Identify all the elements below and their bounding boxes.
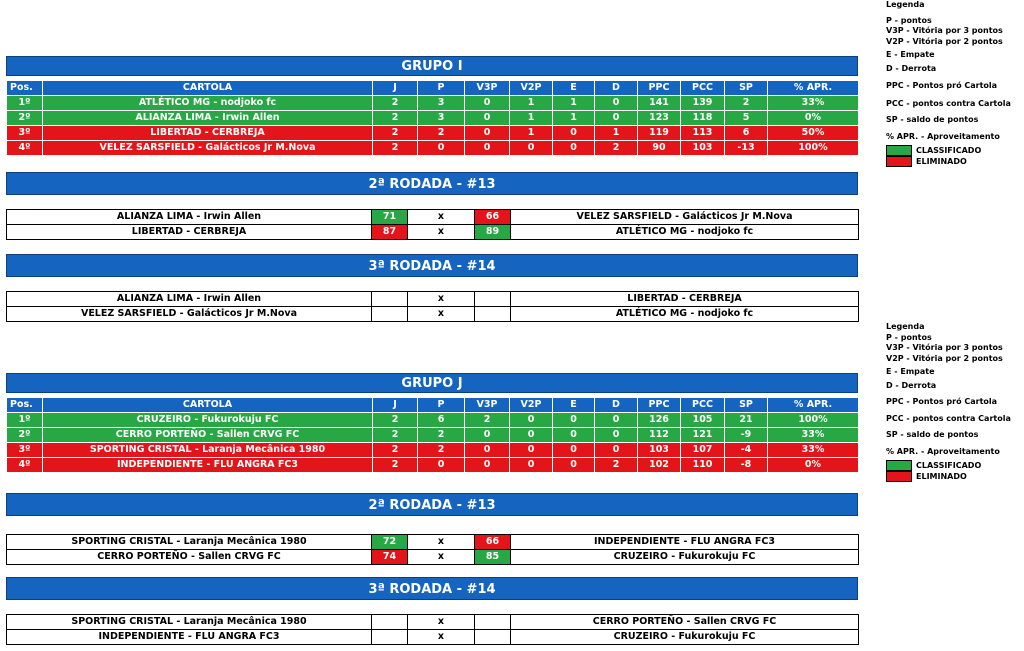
apr: 50% [768, 126, 859, 141]
legend-item: SP - saldo de pontos [886, 115, 979, 124]
away-score [475, 630, 511, 645]
e: 1 [553, 111, 595, 126]
pcc: 110 [681, 458, 725, 473]
table-row [7, 413, 859, 428]
match-row [7, 225, 859, 240]
home-team: VELEZ SARSFIELD - Galácticos Jr M.Nova [7, 307, 372, 322]
pos: 1º [7, 96, 43, 111]
col-e: E [553, 398, 595, 413]
eliminado-swatch [886, 471, 912, 482]
legend-item: PCC - pontos contra Cartola [886, 413, 1011, 423]
table-row [7, 141, 859, 156]
col-cartola: CARTOLA [43, 81, 373, 96]
v3p: 2 [465, 413, 510, 428]
d: 0 [595, 443, 638, 458]
home-team: ALIANZA LIMA - Irwin Allen [7, 210, 372, 225]
col-ppc: PPC [638, 398, 681, 413]
col-j: J [373, 398, 418, 413]
col-v3p: V3P [465, 398, 510, 413]
pcc: 113 [681, 126, 725, 141]
d: 2 [595, 141, 638, 156]
sp: 2 [725, 96, 768, 111]
j: 2 [373, 126, 418, 141]
home-team: CERRO PORTEÑO - Sallen CRVG FC [7, 550, 372, 565]
ppc: 141 [638, 96, 681, 111]
col-v3p: V3P [465, 81, 510, 96]
col-pcc: PCC [681, 81, 725, 96]
home-score [372, 630, 408, 645]
ppc: 90 [638, 141, 681, 156]
ppc: 119 [638, 126, 681, 141]
legend-item: E - Empate [886, 367, 935, 376]
matches-table [6, 614, 859, 645]
standings-table [6, 80, 859, 156]
legend-item: D - Derrota [886, 380, 937, 390]
d: 0 [595, 111, 638, 126]
col-pos: Pos. [7, 398, 43, 413]
j: 2 [373, 413, 418, 428]
home-team: INDEPENDIENTE - FLU ANGRA FC3 [7, 630, 372, 645]
pos: 4º [7, 141, 43, 156]
legend-item: PCC - pontos contra Cartola [886, 98, 1011, 108]
round-title: 2ª RODADA - #13 [6, 172, 858, 195]
pcc: 103 [681, 141, 725, 156]
legend-item: E - Empate [886, 50, 935, 59]
col-p: P [418, 81, 465, 96]
standings-header [7, 81, 859, 96]
round-title: 3ª RODADA - #14 [6, 254, 858, 277]
p: 2 [418, 443, 465, 458]
pcc: 118 [681, 111, 725, 126]
pcc: 105 [681, 413, 725, 428]
col-d: D [595, 81, 638, 96]
match-row [7, 630, 859, 645]
legend-item: P - pontos [886, 332, 932, 342]
away-score [475, 307, 511, 322]
v3p: 0 [465, 458, 510, 473]
j: 2 [373, 443, 418, 458]
e: 0 [553, 141, 595, 156]
sp: 21 [725, 413, 768, 428]
legend-eliminado: ELIMINADO [916, 157, 967, 166]
table-row [7, 443, 859, 458]
round-title: 3ª RODADA - #14 [6, 577, 858, 600]
round-title: 2ª RODADA - #13 [6, 493, 858, 516]
v3p: 0 [465, 111, 510, 126]
table-row [7, 126, 859, 141]
p: 2 [418, 428, 465, 443]
e: 0 [553, 428, 595, 443]
j: 2 [373, 111, 418, 126]
legend-item: % APR. - Aproveitamento [886, 446, 1000, 456]
home-team: SPORTING CRISTAL - Laranja Mecânica 1980 [7, 535, 372, 550]
versus: x [408, 307, 475, 322]
d: 0 [595, 428, 638, 443]
away-team: CRUZEIRO - Fukurokuju FC [511, 630, 859, 645]
home-team: ALIANZA LIMA - Irwin Allen [7, 292, 372, 307]
team: ALIANZA LIMA - Irwin Allen [43, 111, 373, 126]
sp: -13 [725, 141, 768, 156]
apr: 33% [768, 96, 859, 111]
legend-item: V3P - Vitória por 3 pontos [886, 26, 1003, 35]
matches-table [6, 291, 859, 322]
legend-item: D - Derrota [886, 63, 937, 73]
v2p: 0 [510, 141, 553, 156]
home-score: 71 [372, 210, 408, 225]
standings-header [7, 398, 859, 413]
d: 1 [595, 126, 638, 141]
ppc: 112 [638, 428, 681, 443]
d: 0 [595, 96, 638, 111]
v2p: 0 [510, 428, 553, 443]
col-p: P [418, 398, 465, 413]
legend-item: SP - saldo de pontos [886, 430, 979, 439]
away-score: 66 [475, 210, 511, 225]
pos: 4º [7, 458, 43, 473]
v3p: 0 [465, 428, 510, 443]
legend-panel [886, 322, 1011, 482]
team: CERRO PORTEÑO - Sallen CRVG FC [43, 428, 373, 443]
eliminado-swatch [886, 156, 912, 167]
e: 0 [553, 126, 595, 141]
classificado-swatch [886, 145, 912, 156]
d: 2 [595, 458, 638, 473]
j: 2 [373, 141, 418, 156]
sp: -4 [725, 443, 768, 458]
versus: x [408, 615, 475, 630]
group-title: GRUPO I [6, 56, 858, 76]
p: 0 [418, 141, 465, 156]
home-score: 72 [372, 535, 408, 550]
p: 3 [418, 96, 465, 111]
home-score [372, 292, 408, 307]
classificado-swatch [886, 460, 912, 471]
ppc: 126 [638, 413, 681, 428]
col-apr: % APR. [768, 81, 859, 96]
pos: 3º [7, 126, 43, 141]
away-score [475, 292, 511, 307]
apr: 0% [768, 111, 859, 126]
home-score [372, 615, 408, 630]
pos: 1º [7, 413, 43, 428]
v2p: 0 [510, 458, 553, 473]
table-row [7, 96, 859, 111]
p: 3 [418, 111, 465, 126]
team: INDEPENDIENTE - FLU ANGRA FC3 [43, 458, 373, 473]
p: 2 [418, 126, 465, 141]
away-score [475, 615, 511, 630]
versus: x [408, 292, 475, 307]
home-score: 87 [372, 225, 408, 240]
apr: 33% [768, 428, 859, 443]
col-e: E [553, 81, 595, 96]
j: 2 [373, 458, 418, 473]
col-v2p: V2P [510, 81, 553, 96]
pcc: 121 [681, 428, 725, 443]
sp: -8 [725, 458, 768, 473]
v2p: 1 [510, 96, 553, 111]
v2p: 0 [510, 443, 553, 458]
col-sp: SP [725, 81, 768, 96]
team: VELEZ SARSFIELD - Galácticos Jr M.Nova [43, 141, 373, 156]
table-row [7, 458, 859, 473]
team: SPORTING CRISTAL - Laranja Mecânica 1980 [43, 443, 373, 458]
match-row [7, 535, 859, 550]
legend-item: V2P - Vitória por 2 pontos [886, 36, 1003, 46]
away-team: ATLÉTICO MG - nodjoko fc [511, 307, 859, 322]
team: CRUZEIRO - Fukurokuju FC [43, 413, 373, 428]
apr: 100% [768, 413, 859, 428]
away-team: ATLÉTICO MG - nodjoko fc [511, 225, 859, 240]
pos: 3º [7, 443, 43, 458]
pos: 2º [7, 428, 43, 443]
p: 0 [418, 458, 465, 473]
v3p: 0 [465, 141, 510, 156]
table-row [7, 428, 859, 443]
match-row [7, 307, 859, 322]
v3p: 0 [465, 96, 510, 111]
away-score: 66 [475, 535, 511, 550]
versus: x [408, 550, 475, 565]
match-row [7, 615, 859, 630]
home-team: LIBERTAD - CERBREJA [7, 225, 372, 240]
ppc: 102 [638, 458, 681, 473]
sp: -9 [725, 428, 768, 443]
p: 6 [418, 413, 465, 428]
versus: x [408, 225, 475, 240]
ppc: 123 [638, 111, 681, 126]
away-team: CERRO PORTEÑO - Sallen CRVG FC [511, 615, 859, 630]
pcc: 107 [681, 443, 725, 458]
legend-item: PPC - Pontos pró Cartola [886, 397, 998, 406]
table-row [7, 111, 859, 126]
v2p: 0 [510, 413, 553, 428]
v2p: 1 [510, 111, 553, 126]
away-score: 85 [475, 550, 511, 565]
group-title: GRUPO J [6, 373, 858, 393]
col-cartola: CARTOLA [43, 398, 373, 413]
col-ppc: PPC [638, 81, 681, 96]
away-score: 89 [475, 225, 511, 240]
j: 2 [373, 428, 418, 443]
versus: x [408, 630, 475, 645]
j: 2 [373, 96, 418, 111]
legend-panel [886, 0, 1011, 167]
e: 0 [553, 413, 595, 428]
matches-table [6, 534, 859, 565]
home-team: SPORTING CRISTAL - Laranja Mecânica 1980 [7, 615, 372, 630]
v3p: 0 [465, 443, 510, 458]
legend-item: % APR. - Aproveitamento [886, 131, 1000, 141]
v2p: 1 [510, 126, 553, 141]
sp: 6 [725, 126, 768, 141]
col-d: D [595, 398, 638, 413]
col-sp: SP [725, 398, 768, 413]
away-team: INDEPENDIENTE - FLU ANGRA FC3 [511, 535, 859, 550]
away-team: LIBERTAD - CERBREJA [511, 292, 859, 307]
versus: x [408, 210, 475, 225]
legend-title: Legenda [886, 0, 925, 9]
col-pos: Pos. [7, 81, 43, 96]
matches-table [6, 209, 859, 240]
away-team: VELEZ SARSFIELD - Galácticos Jr M.Nova [511, 210, 859, 225]
pcc: 139 [681, 96, 725, 111]
legend-classificado: CLASSIFICADO [916, 461, 982, 470]
col-apr: % APR. [768, 398, 859, 413]
standings-table [6, 397, 859, 473]
team: ATLÉTICO MG - nodjoko fc [43, 96, 373, 111]
ppc: 103 [638, 443, 681, 458]
v3p: 0 [465, 126, 510, 141]
apr: 100% [768, 141, 859, 156]
match-row [7, 292, 859, 307]
legend-item: V2P - Vitória por 2 pontos [886, 353, 1003, 363]
pos: 2º [7, 111, 43, 126]
d: 0 [595, 413, 638, 428]
col-j: J [373, 81, 418, 96]
e: 0 [553, 443, 595, 458]
col-pcc: PCC [681, 398, 725, 413]
legend-classificado: CLASSIFICADO [916, 146, 982, 155]
home-score [372, 307, 408, 322]
legend-item: P - pontos [886, 15, 932, 25]
team: LIBERTAD - CERBREJA [43, 126, 373, 141]
legend-eliminado: ELIMINADO [916, 472, 967, 481]
apr: 0% [768, 458, 859, 473]
match-row [7, 550, 859, 565]
e: 1 [553, 96, 595, 111]
legend-title: Legenda [886, 322, 925, 331]
legend-item: PPC - Pontos pró Cartola [886, 81, 998, 90]
home-score: 74 [372, 550, 408, 565]
legend-item: V3P - Vitória por 3 pontos [886, 343, 1003, 352]
match-row [7, 210, 859, 225]
apr: 33% [768, 443, 859, 458]
col-v2p: V2P [510, 398, 553, 413]
versus: x [408, 535, 475, 550]
sp: 5 [725, 111, 768, 126]
e: 0 [553, 458, 595, 473]
away-team: CRUZEIRO - Fukurokuju FC [511, 550, 859, 565]
